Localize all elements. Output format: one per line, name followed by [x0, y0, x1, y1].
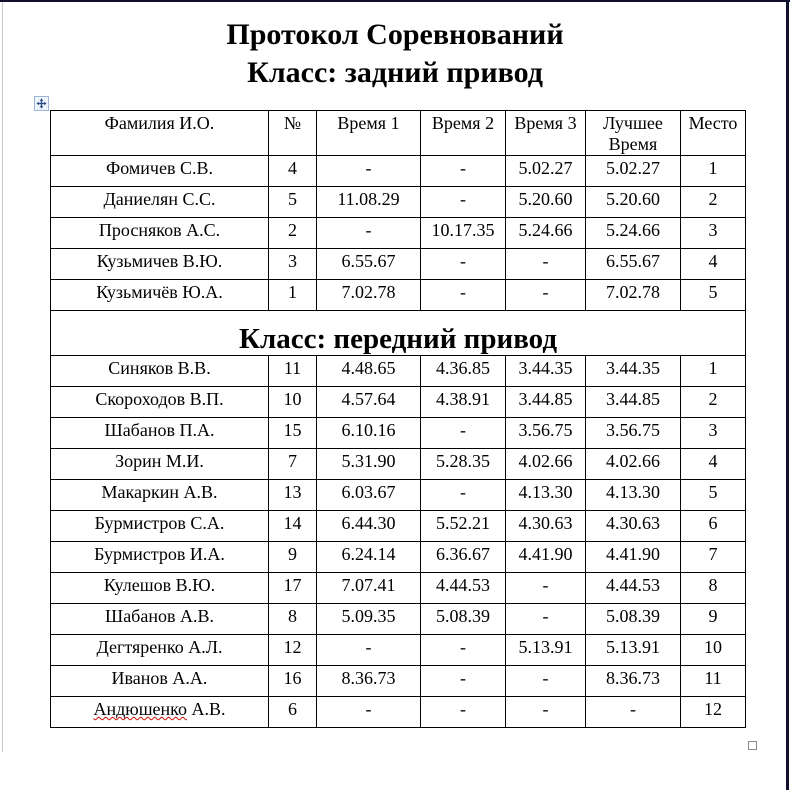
cell-best-time[interactable]: 6.55.67 [586, 249, 681, 280]
table-row [51, 356, 746, 387]
cell-surname[interactable]: Макаркин А.В. [51, 480, 269, 511]
cell-time-2[interactable]: - [421, 666, 506, 697]
table-row [51, 156, 746, 187]
table-row [51, 249, 746, 280]
column-header-time-1[interactable]: Время 1 [317, 111, 421, 156]
table-resize-handle[interactable] [748, 741, 757, 750]
cell-time-3[interactable]: 5.24.66 [506, 218, 586, 249]
cell-place[interactable]: 6 [681, 511, 746, 542]
table-row [51, 697, 746, 728]
cell-number[interactable]: 15 [269, 418, 317, 449]
cell-place[interactable]: 12 [681, 697, 746, 728]
cell-time-1[interactable]: 6.03.67 [317, 480, 421, 511]
cell-surname[interactable]: Шабанов П.А. [51, 418, 269, 449]
column-header-number[interactable]: № [269, 111, 317, 156]
cell-best-time[interactable]: 4.02.66 [586, 449, 681, 480]
cell-best-time[interactable]: 5.02.27 [586, 156, 681, 187]
cell-time-3[interactable]: - [506, 573, 586, 604]
cell-best-time[interactable]: 5.13.91 [586, 635, 681, 666]
cell-place[interactable]: 4 [681, 249, 746, 280]
cell-time-1[interactable]: 5.09.35 [317, 604, 421, 635]
table-row [51, 666, 746, 697]
cell-surname[interactable]: Кулешов В.Ю. [51, 573, 269, 604]
table-move-handle[interactable] [34, 96, 49, 111]
cell-number[interactable]: 14 [269, 511, 317, 542]
cell-surname[interactable]: Иванов А.А. [51, 666, 269, 697]
title-line-2[interactable]: Класс: задний привод [247, 56, 543, 89]
cell-number[interactable]: 11 [269, 356, 317, 387]
cell-place[interactable]: 9 [681, 604, 746, 635]
cell-time-1[interactable]: 6.24.14 [317, 542, 421, 573]
table-row [51, 635, 746, 666]
cell-surname[interactable]: Скороходов В.П. [51, 387, 269, 418]
cell-time-2[interactable]: - [421, 156, 506, 187]
cell-time-2[interactable]: 4.36.85 [421, 356, 506, 387]
cell-time-1[interactable]: 7.02.78 [317, 280, 421, 311]
cell-time-1[interactable]: 8.36.73 [317, 666, 421, 697]
cell-surname[interactable]: Дегтяренко А.Л. [51, 635, 269, 666]
cell-surname[interactable]: Даниелян С.С. [51, 187, 269, 218]
cell-number[interactable]: 8 [269, 604, 317, 635]
cell-time-2[interactable]: 4.44.53 [421, 573, 506, 604]
cell-place[interactable]: 4 [681, 449, 746, 480]
cell-best-time[interactable]: 3.44.85 [586, 387, 681, 418]
cell-number[interactable]: 16 [269, 666, 317, 697]
cell-best-time[interactable]: - [586, 697, 681, 728]
cell-place[interactable]: 3 [681, 418, 746, 449]
cell-time-2[interactable]: - [421, 280, 506, 311]
cell-time-1[interactable]: 7.07.41 [317, 573, 421, 604]
results-table [50, 110, 746, 728]
cell-number[interactable]: 3 [269, 249, 317, 280]
cell-number[interactable]: 7 [269, 449, 317, 480]
cell-time-3[interactable]: - [506, 697, 586, 728]
cell-time-1[interactable]: - [317, 156, 421, 187]
table-row [51, 604, 746, 635]
cell-place[interactable]: 1 [681, 356, 746, 387]
cell-time-3[interactable]: 4.41.90 [506, 542, 586, 573]
cell-place[interactable]: 10 [681, 635, 746, 666]
cell-time-1[interactable]: - [317, 635, 421, 666]
table-row [51, 573, 746, 604]
cell-time-3[interactable]: 5.13.91 [506, 635, 586, 666]
cell-time-3[interactable]: 5.20.60 [506, 187, 586, 218]
cell-best-time[interactable]: 4.30.63 [586, 511, 681, 542]
cell-place[interactable]: 7 [681, 542, 746, 573]
cell-time-2[interactable]: - [421, 635, 506, 666]
misspelled-word: Андюшенко [93, 699, 188, 719]
cell-time-3[interactable]: - [506, 604, 586, 635]
column-header-best-time[interactable]: Лучшее Время [586, 111, 681, 156]
cell-place[interactable]: 2 [681, 187, 746, 218]
cell-surname[interactable]: Кузьмичёв Ю.А. [51, 280, 269, 311]
cell-best-time[interactable]: 5.20.60 [586, 187, 681, 218]
column-header-time-3[interactable]: Время 3 [506, 111, 586, 156]
table-row [51, 280, 746, 311]
cell-surname[interactable]: Андюшенко А.В. [51, 697, 269, 728]
cell-place[interactable]: 8 [681, 573, 746, 604]
cell-time-2[interactable]: - [421, 480, 506, 511]
cell-number[interactable]: 9 [269, 542, 317, 573]
cell-best-time[interactable]: 5.24.66 [586, 218, 681, 249]
cell-number[interactable]: 2 [269, 218, 317, 249]
cell-time-2[interactable]: - [421, 187, 506, 218]
column-header-time-2[interactable]: Время 2 [421, 111, 506, 156]
cell-time-2[interactable]: - [421, 249, 506, 280]
move-arrows-icon [36, 98, 47, 109]
cell-time-2[interactable]: 4.38.91 [421, 387, 506, 418]
cell-place[interactable]: 1 [681, 156, 746, 187]
cell-surname[interactable]: Бурмистров С.А. [51, 511, 269, 542]
cell-time-1[interactable]: 4.57.64 [317, 387, 421, 418]
cell-time-2[interactable]: 5.08.39 [421, 604, 506, 635]
cell-surname[interactable]: Синяков В.В. [51, 356, 269, 387]
cell-time-3[interactable]: 4.13.30 [506, 480, 586, 511]
document-title[interactable] [0, 16, 790, 92]
cell-place[interactable]: 5 [681, 480, 746, 511]
cell-number[interactable]: 13 [269, 480, 317, 511]
cell-time-3[interactable]: 3.44.85 [506, 387, 586, 418]
cell-surname[interactable]: Бурмистров И.А. [51, 542, 269, 573]
cell-best-time[interactable]: 4.44.53 [586, 573, 681, 604]
cell-time-1[interactable]: 6.10.16 [317, 418, 421, 449]
cell-time-1[interactable]: 11.08.29 [317, 187, 421, 218]
section-title-row [51, 311, 746, 356]
cell-time-3[interactable]: - [506, 249, 586, 280]
cell-surname[interactable]: Фомичев С.В. [51, 156, 269, 187]
cell-time-3[interactable]: 5.02.27 [506, 156, 586, 187]
cell-number[interactable]: 12 [269, 635, 317, 666]
cell-time-1[interactable]: - [317, 697, 421, 728]
page-border-left [2, 2, 3, 752]
cell-time-2[interactable]: 5.52.21 [421, 511, 506, 542]
cell-time-1[interactable]: 6.44.30 [317, 511, 421, 542]
cell-best-time[interactable]: 4.41.90 [586, 542, 681, 573]
cell-place[interactable]: 5 [681, 280, 746, 311]
cell-number[interactable]: 4 [269, 156, 317, 187]
table-row [51, 449, 746, 480]
title-line-1[interactable]: Протокол Соревнований [226, 18, 564, 51]
cell-number[interactable]: 10 [269, 387, 317, 418]
cell-time-3[interactable]: - [506, 280, 586, 311]
cell-time-2[interactable]: 10.17.35 [421, 218, 506, 249]
table-row [51, 511, 746, 542]
cell-time-2[interactable]: 6.36.67 [421, 542, 506, 573]
column-header-surname[interactable]: Фамилия И.О. [51, 111, 269, 156]
cell-best-time[interactable]: 7.02.78 [586, 280, 681, 311]
cell-time-1[interactable]: 6.55.67 [317, 249, 421, 280]
cell-time-1[interactable]: 4.48.65 [317, 356, 421, 387]
cell-surname[interactable]: Шабанов А.В. [51, 604, 269, 635]
cell-place[interactable]: 11 [681, 666, 746, 697]
table-row [51, 218, 746, 249]
cell-time-3[interactable]: 3.56.75 [506, 418, 586, 449]
cell-time-1[interactable]: 5.31.90 [317, 449, 421, 480]
cell-number[interactable]: 1 [269, 280, 317, 311]
cell-number[interactable]: 17 [269, 573, 317, 604]
table-row [51, 480, 746, 511]
cell-surname[interactable]: Кузьмичев В.Ю. [51, 249, 269, 280]
table-row [51, 418, 746, 449]
cell-place[interactable]: 2 [681, 387, 746, 418]
page-border-right [786, 0, 789, 790]
cell-best-time[interactable]: 3.44.35 [586, 356, 681, 387]
cell-time-2[interactable]: - [421, 697, 506, 728]
table-row [51, 187, 746, 218]
cell-time-2[interactable]: 5.28.35 [421, 449, 506, 480]
table-row [51, 387, 746, 418]
table-row [51, 542, 746, 573]
cell-time-3[interactable]: - [506, 666, 586, 697]
page-border-top [0, 0, 790, 2]
cell-best-time[interactable]: 8.36.73 [586, 666, 681, 697]
section-title[interactable]: Класс: передний привод [51, 311, 746, 356]
column-header-place[interactable]: Место [681, 111, 746, 156]
cell-surname[interactable]: Просняков А.С. [51, 218, 269, 249]
cell-surname[interactable]: Зорин М.И. [51, 449, 269, 480]
cell-best-time[interactable]: 4.13.30 [586, 480, 681, 511]
cell-number[interactable]: 6 [269, 697, 317, 728]
header-row [51, 111, 746, 156]
cell-time-3[interactable]: 3.44.35 [506, 356, 586, 387]
cell-time-1[interactable]: - [317, 218, 421, 249]
cell-time-2[interactable]: - [421, 418, 506, 449]
cell-place[interactable]: 3 [681, 218, 746, 249]
cell-best-time[interactable]: 3.56.75 [586, 418, 681, 449]
cell-number[interactable]: 5 [269, 187, 317, 218]
cell-time-3[interactable]: 4.02.66 [506, 449, 586, 480]
cell-time-3[interactable]: 4.30.63 [506, 511, 586, 542]
cell-best-time[interactable]: 5.08.39 [586, 604, 681, 635]
